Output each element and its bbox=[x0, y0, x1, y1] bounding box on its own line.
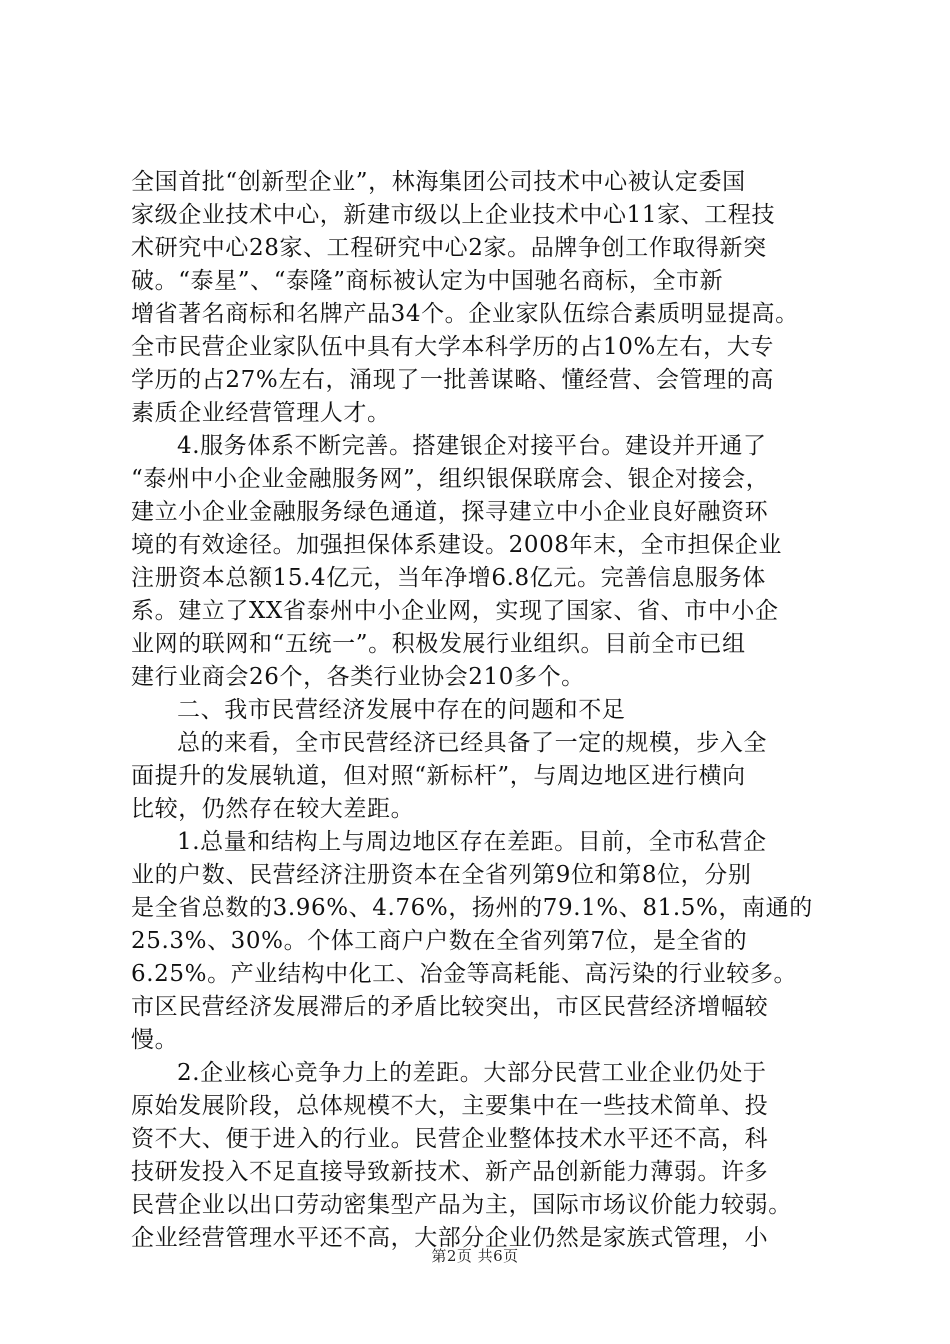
text-line: 系。建立了XX省泰州中小企业网，实现了国家、省、市中小企 bbox=[131, 598, 779, 624]
text-line: 建立小企业金融服务绿色通道，探寻建立中小企业良好融资环 bbox=[131, 499, 769, 525]
text-line: 慢。 bbox=[131, 1027, 179, 1053]
page-number-footer: 第2页 共6页 bbox=[431, 1247, 519, 1265]
text-line: 资不大、便于进入的行业。民营企业整体技术水平还不高，科 bbox=[131, 1126, 769, 1152]
text-line: 术研究中心28家、工程研究中心2家。品牌争创工作取得新突 bbox=[131, 235, 767, 261]
text-line: 破。“泰星”、“泰隆”商标被认定为中国驰名商标，全市新 bbox=[131, 268, 724, 294]
text-line: 2.企业核心竞争力上的差距。大部分民营工业企业仍处于 bbox=[177, 1060, 767, 1086]
text-line: 全市民营企业家队伍中具有大学本科学历的占10%左右，大专 bbox=[131, 334, 774, 360]
text-line: 增省著名商标和名牌产品34个。企业家队伍综合素质明显提高。 bbox=[131, 301, 799, 327]
text-line: 25.3%、30%。个体工商户户数在全省列第7位，是全省的 bbox=[131, 928, 748, 954]
text-line: 原始发展阶段，总体规模不大，主要集中在一些技术简单、投 bbox=[131, 1093, 769, 1119]
text-line: 素质企业经营管理人才。 bbox=[131, 400, 391, 426]
text-line: 二、我市民营经济发展中存在的问题和不足 bbox=[177, 697, 626, 723]
text-line: 是全省总数的3.96%、4.76%，扬州的79.1%、81.5%，南通的 bbox=[131, 895, 813, 921]
text-line: 6.25%。产业结构中化工、冶金等高耗能、高污染的行业较多。 bbox=[131, 961, 798, 987]
text-line: 境的有效途径。加强担保体系建设。2008年末，全市担保企业 bbox=[131, 532, 782, 558]
text-line: 技研发投入不足直接导致新技术、新产品创新能力薄弱。许多 bbox=[131, 1159, 769, 1185]
text-line: 业的户数、民营经济注册资本在全省列第9位和第8位，分别 bbox=[131, 862, 752, 888]
text-line: 面提升的发展轨道，但对照“新标杆”，与周边地区进行横向 bbox=[131, 763, 746, 789]
text-line: 市区民营经济发展滞后的矛盾比较突出，市区民营经济增幅较 bbox=[131, 994, 769, 1020]
text-line: 民营企业以出口劳动密集型产品为主，国际市场议价能力较弱。 bbox=[131, 1192, 792, 1218]
text-line: 全国首批“创新型企业”，林海集团公司技术中心被认定委国 bbox=[131, 169, 746, 195]
text-line: “泰州中小企业金融服务网”，组织银保联席会、银企对接会， bbox=[131, 466, 770, 492]
text-line: 比较，仍然存在较大差距。 bbox=[131, 796, 415, 822]
text-line: 4.服务体系不断完善。搭建银企对接平台。建设并开通了 bbox=[177, 433, 767, 459]
document-body bbox=[131, 166, 831, 1255]
text-line: 1.总量和结构上与周边地区存在差距。目前，全市私营企 bbox=[177, 829, 767, 855]
text-line: 业网的联网和“五统一”。积极发展行业组织。目前全市已组 bbox=[131, 631, 746, 657]
text-line: 学历的占27%左右，涌现了一批善谋略、懂经营、会管理的高 bbox=[131, 367, 774, 393]
text-line: 注册资本总额15.4亿元，当年净增6.8亿元。完善信息服务体 bbox=[131, 565, 766, 591]
text-line: 家级企业技术中心，新建市级以上企业技术中心11家、工程技 bbox=[131, 202, 776, 228]
text-line: 总的来看，全市民营经济已经具备了一定的规模，步入全 bbox=[177, 730, 767, 756]
text-line: 建行业商会26个，各类行业协会210多个。 bbox=[131, 664, 585, 690]
text-line: 企业经营管理水平还不高，大部分企业仍然是家族式管理，小 bbox=[131, 1225, 769, 1251]
